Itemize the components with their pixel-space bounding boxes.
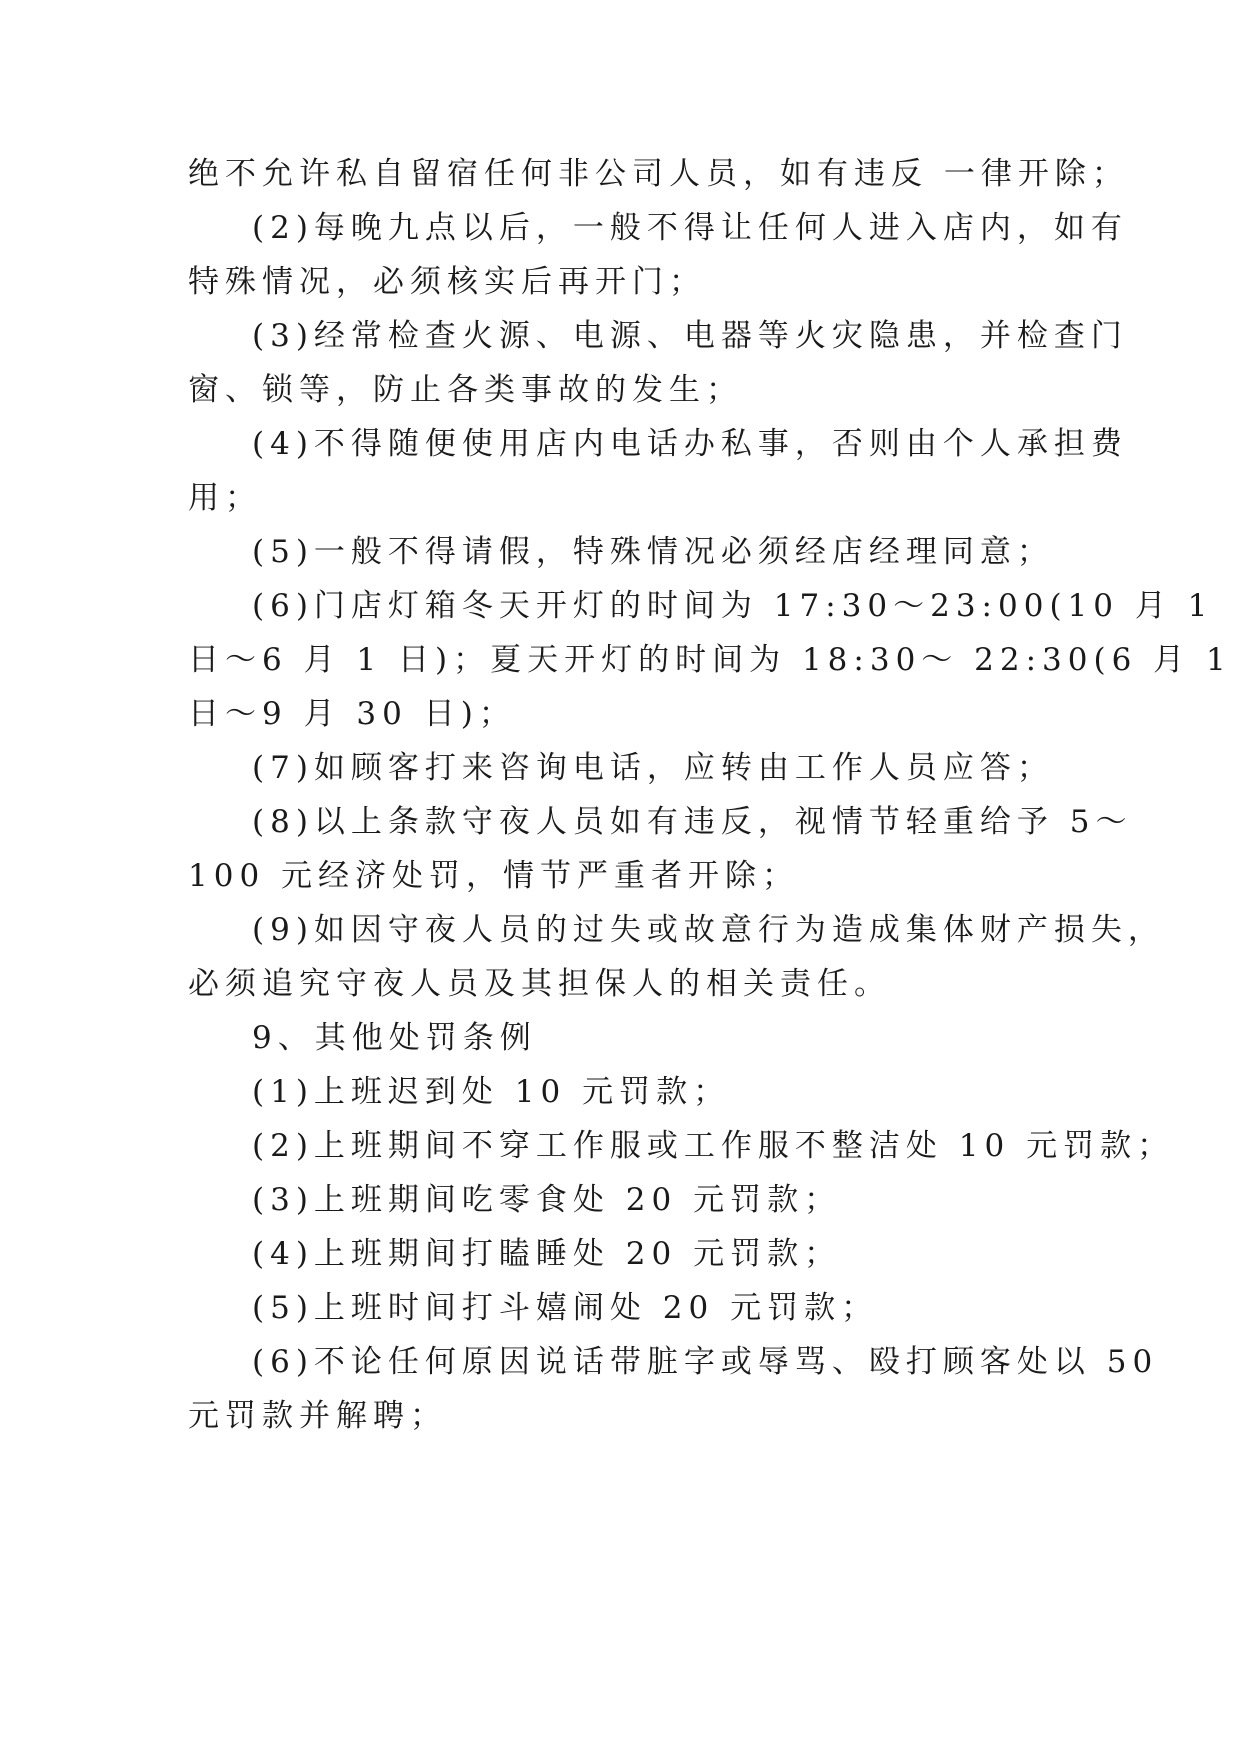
- text-line: (4)不得随便使用店内电话办私事，否则由个人承担费: [252, 426, 1128, 462]
- text-line: (6)不论任何原因说话带脏字或辱骂、殴打顾客处以 50: [252, 1344, 1159, 1380]
- text-line: 窗、锁等，防止各类事故的发生；: [188, 372, 743, 408]
- text-line: 特殊情况，必须核实后再开门；: [188, 264, 706, 300]
- text-line: (5)一般不得请假，特殊情况必须经店经理同意；: [252, 534, 1054, 570]
- text-line: 元罚款并解聘；: [188, 1398, 447, 1434]
- text-line: 日～9 月 30 日)；: [188, 696, 516, 732]
- text-line: (3)经常检查火源、电源、电器等火灾隐患，并检查门: [252, 318, 1128, 354]
- section-heading: 9、其他处罚条例: [252, 1020, 537, 1056]
- text-line: (6)门店灯箱冬天开灯的时间为 17:30～23:00(10 月 1: [252, 588, 1214, 624]
- text-line: 100 元经济处罚，情节严重者开除；: [188, 858, 800, 894]
- text-line: (9)如因守夜人员的过失或故意行为造成集体财产损失，: [252, 912, 1165, 948]
- text-line: (3)上班期间吃零食处 20 元罚款；: [252, 1182, 842, 1218]
- text-line: 绝不允许私自留宿任何非公司人员，如有违反 一律开除；: [188, 156, 1129, 192]
- text-line: 日～6 月 1 日)；夏天开灯的时间为 18:30～ 22:30(6 月 1: [188, 642, 1232, 678]
- text-line: (4)上班期间打瞌睡处 20 元罚款；: [252, 1236, 842, 1272]
- text-line: (2)上班期间不穿工作服或工作服不整洁处 10 元罚款；: [252, 1128, 1175, 1164]
- text-line: (1)上班迟到处 10 元罚款；: [252, 1074, 731, 1110]
- text-line: (2)每晚九点以后，一般不得让任何人进入店内，如有: [252, 210, 1128, 246]
- text-line: (7)如顾客打来咨询电话，应转由工作人员应答；: [252, 750, 1054, 786]
- text-line: (5)上班时间打斗嬉闹处 20 元罚款；: [252, 1290, 879, 1326]
- text-line: 用；: [188, 480, 262, 516]
- text-line: 必须追究守夜人员及其担保人的相关责任。: [188, 966, 891, 1002]
- text-line: (8)以上条款守夜人员如有违反，视情节轻重给予 5～: [252, 804, 1133, 840]
